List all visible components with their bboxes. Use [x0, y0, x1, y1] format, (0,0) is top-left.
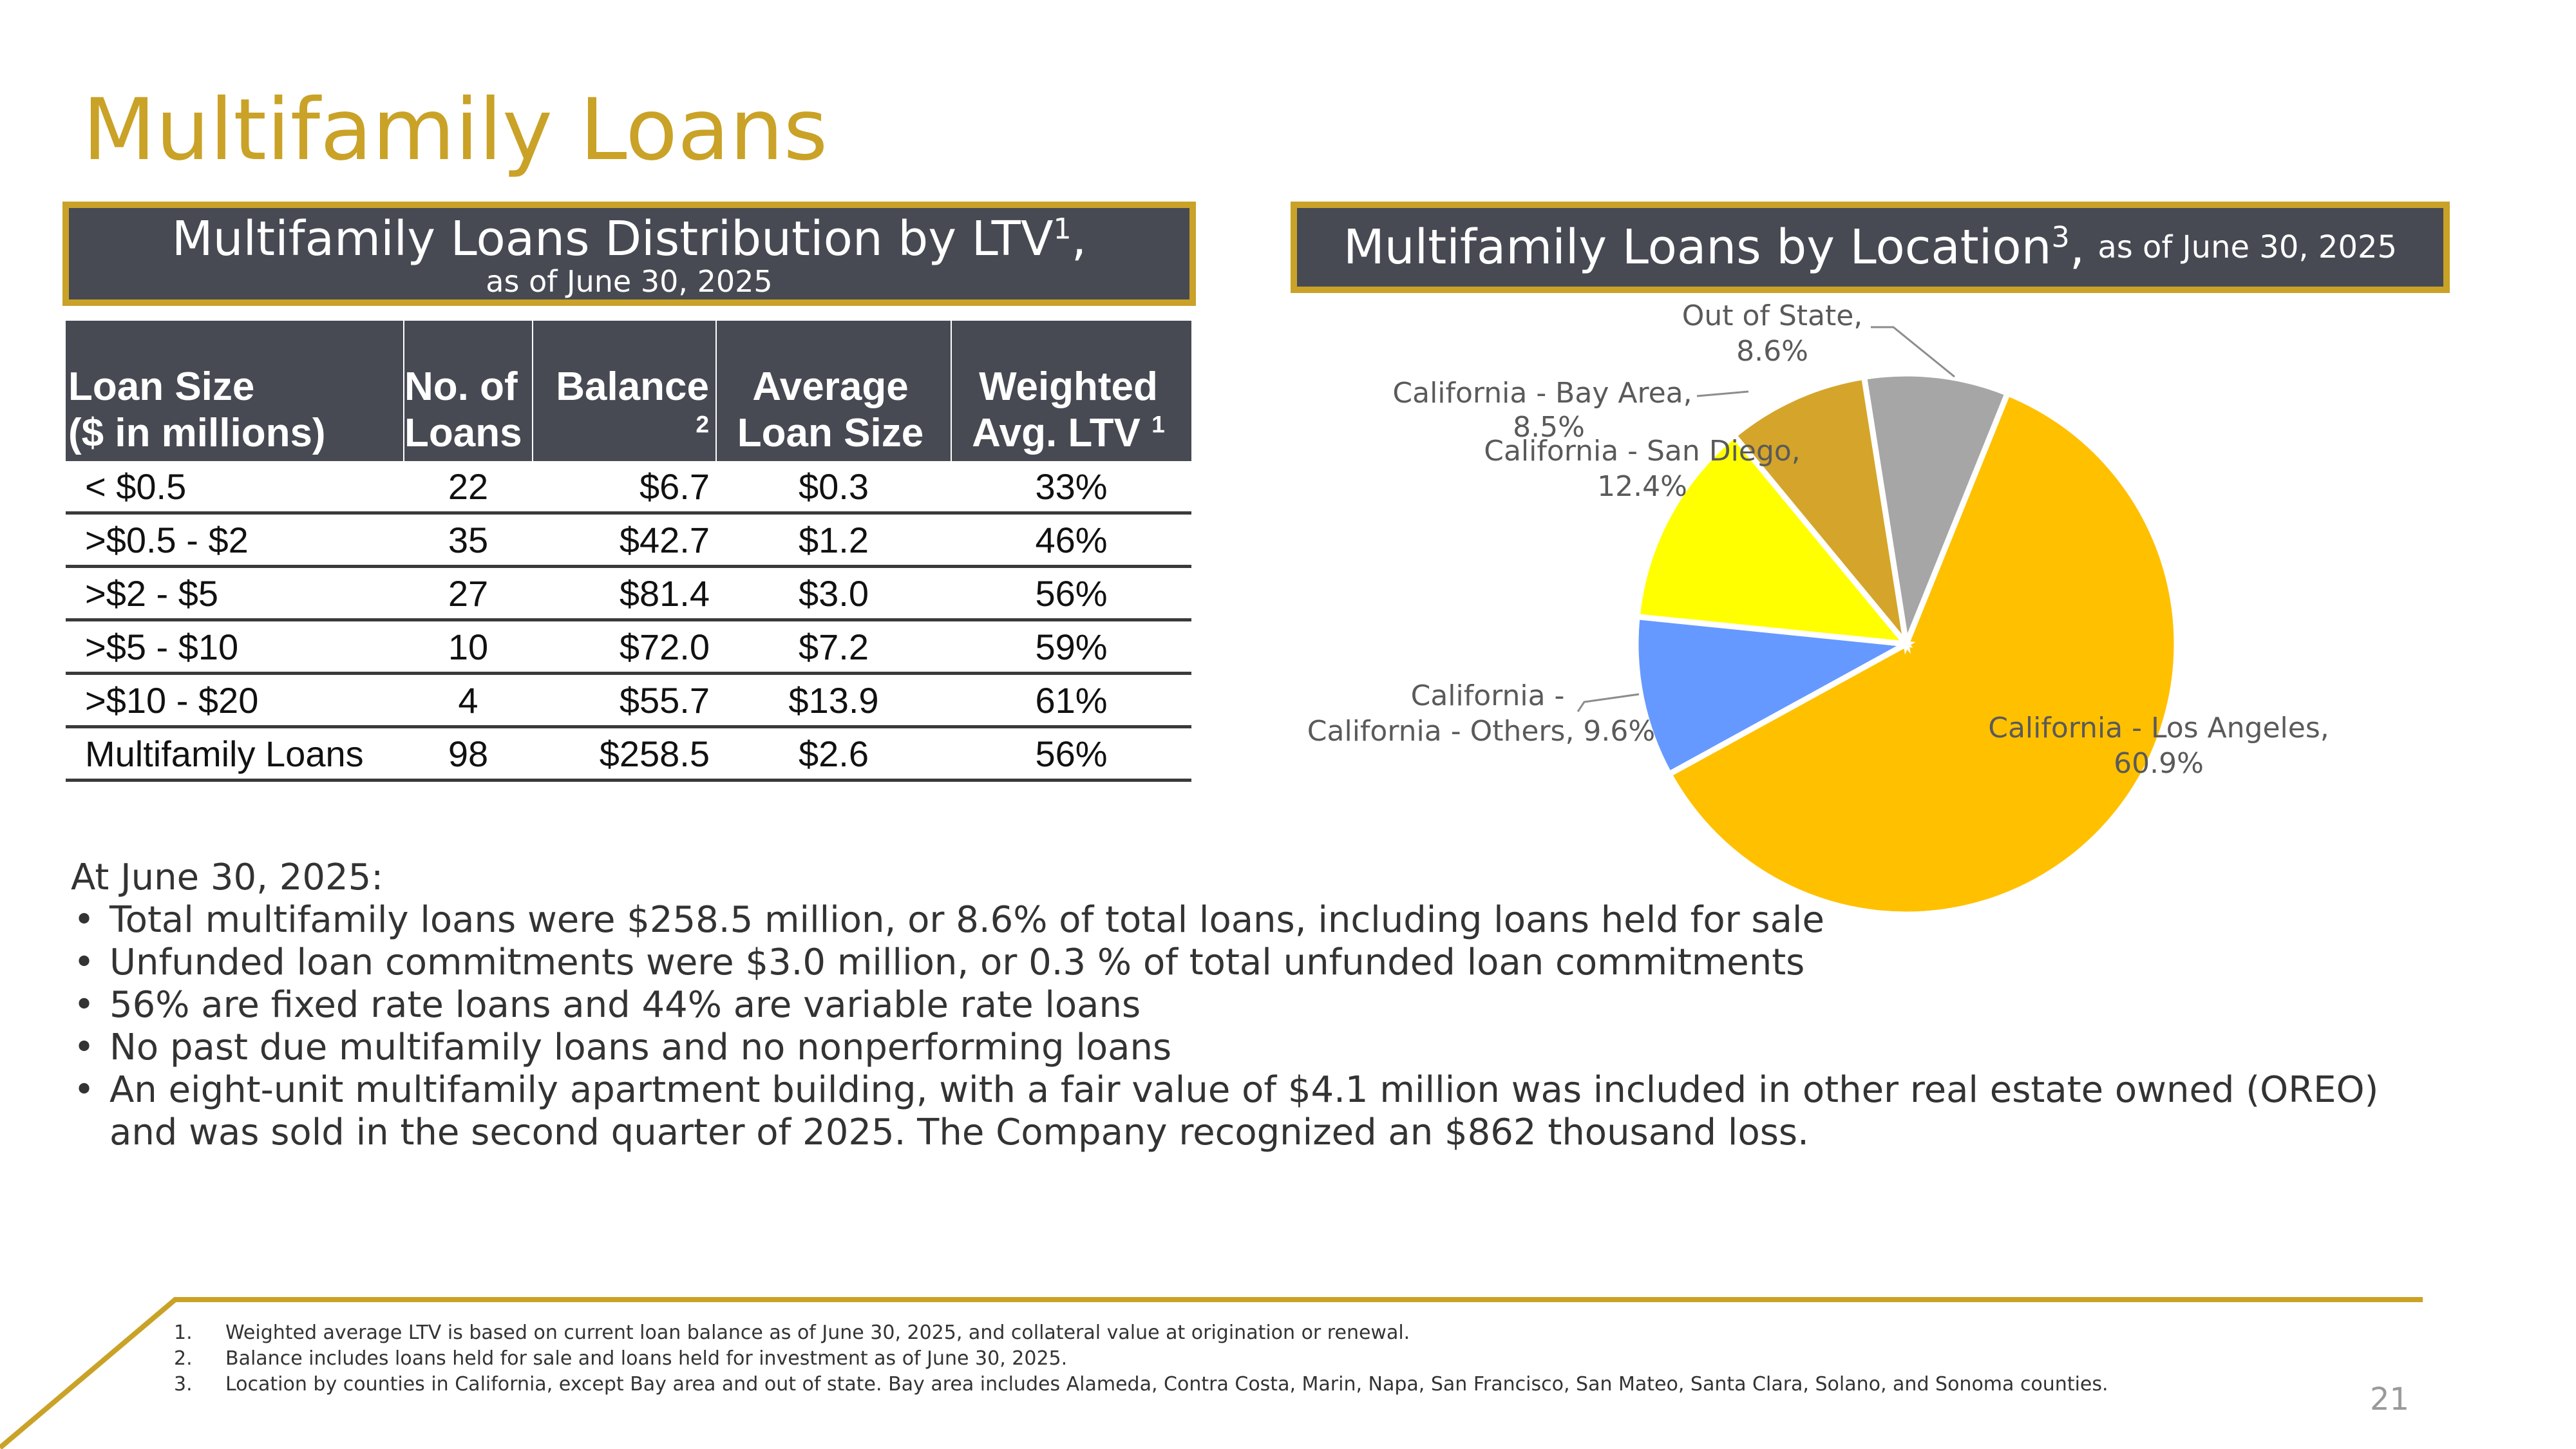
bullet-icon: •	[73, 984, 95, 1026]
location-pie-chart	[1288, 296, 2447, 940]
bullet-icon: •	[73, 899, 95, 941]
ltv-header-title-suffix: ,	[1071, 211, 1087, 267]
bullet-icon: •	[73, 1069, 95, 1111]
ltv-header-subtitle: as of June 30, 2025	[486, 264, 773, 299]
column-header-loan-size: Loan Size ($ in millions)	[66, 321, 404, 461]
location-header-footnote-mark: 3	[2051, 221, 2070, 254]
ltv-header-footnote-mark: 1	[1053, 213, 1072, 246]
summary-notes	[71, 857, 2454, 1154]
ltv-distribution-table	[66, 321, 1191, 782]
slice-label-bay-area: California - Bay Area,	[1392, 377, 1692, 410]
footnote: 3. Location by counties in California, except Bay area and out of state. Bay area includes Alameda, Contra Costa, Marin, Napa, San Francisco, San Mateo, Santa Clara, Solano, and Sonoma counties.	[174, 1373, 2108, 1396]
list-item: • No past due multifamily loans and no nonperforming loans	[73, 1027, 1172, 1068]
summary-intro: At June 30, 2025:	[71, 857, 384, 898]
cell-weighted-ltv: 33%	[951, 461, 1191, 513]
table-row	[66, 620, 1191, 674]
location-section-header	[1291, 202, 2450, 293]
cell-average-loan-size: $2.6	[716, 727, 951, 781]
slice-value-bay-area: 8.5%	[1513, 411, 1585, 444]
page-number: 21	[2370, 1381, 2410, 1417]
cell-loan-size: >$5 - $10	[66, 620, 404, 674]
table-total-row	[66, 727, 1191, 781]
cell-weighted-ltv: 56%	[951, 567, 1191, 620]
slice-label-san-diego: California - San Diego,	[1484, 435, 1801, 468]
cell-average-loan-size: $7.2	[716, 620, 951, 674]
column-header-balance: Balance $^2$	[533, 321, 716, 461]
column-header-average-loan-size: Average Loan Size	[716, 321, 951, 461]
location-header-subtitle: as of June 30, 2025	[2098, 229, 2398, 265]
slice-label-los-angeles: California - Los Angeles,	[1988, 712, 2329, 744]
location-header-title-suffix: ,	[2069, 220, 2085, 275]
slice-label-out-of-state: Out of State,	[1681, 299, 1863, 332]
cell-no-of-loans: 35	[404, 513, 533, 567]
list-item: • An eight-unit multifamily apartment building, with a fair value of $4.1 million was included in other real estate owned (OREO) and was sold in the second quarter of 2025. The Company recognized an $862 thousand loss.	[73, 1069, 2379, 1153]
cell-no-of-loans: 22	[404, 461, 533, 513]
slice-value-out-of-state: 8.6%	[1736, 335, 1808, 368]
cell-balance: $258.5	[533, 727, 716, 781]
page-title: Multifamily Loans	[82, 80, 828, 180]
table-row	[66, 674, 1191, 727]
cell-no-of-loans: 10	[404, 620, 533, 674]
cell-average-loan-size: $13.9	[716, 674, 951, 727]
cell-loan-size: >$0.5 - $2	[66, 513, 404, 567]
footnote: 1. Weighted average LTV is based on current loan balance as of June 30, 2025, and collateral value at origination or renewal.	[174, 1321, 1410, 1344]
cell-loan-size: >$2 - $5	[66, 567, 404, 620]
cell-weighted-ltv: 59%	[951, 620, 1191, 674]
cell-balance: $55.7	[533, 674, 716, 727]
bullet-icon: •	[73, 942, 95, 983]
slice-label-others: California - Others, 9.6%	[1307, 715, 1656, 748]
leader-line-others	[1578, 694, 1639, 712]
list-item: • Total multifamily loans were $258.5 million, or 8.6% of total loans, including loans held for sale	[73, 899, 1824, 941]
table-row	[66, 513, 1191, 567]
cell-loan-size: >$10 - $20	[66, 674, 404, 727]
cell-weighted-ltv: 61%	[951, 674, 1191, 727]
cell-balance: $42.7	[533, 513, 716, 567]
ltv-header-title: Multifamily Loans Distribution by LTV	[171, 211, 1054, 267]
bullet-icon: •	[73, 1027, 95, 1068]
leader-line-out-of-state	[1871, 327, 1955, 377]
cell-no-of-loans: 27	[404, 567, 533, 620]
cell-average-loan-size: $3.0	[716, 567, 951, 620]
slice-value-san-diego: 12.4%	[1597, 470, 1687, 503]
cell-average-loan-size: $0.3	[716, 461, 951, 513]
cell-balance: $81.4	[533, 567, 716, 620]
footnotes	[174, 1320, 2331, 1397]
list-item: • Unfunded loan commitments were $3.0 million, or 0.3 % of total unfunded loan commitments	[73, 942, 1805, 983]
cell-balance: $72.0	[533, 620, 716, 674]
column-header-no-of-loans: No. of Loans	[404, 321, 533, 461]
cell-weighted-ltv: 56%	[951, 727, 1191, 781]
table-header-row	[66, 321, 1191, 461]
cell-weighted-ltv: 46%	[951, 513, 1191, 567]
location-header-title: Multifamily Loans by Location	[1343, 220, 2052, 275]
table-row	[66, 567, 1191, 620]
footnote: 2. Balance includes loans held for sale and loans held for investment as of June 30, 2025.	[174, 1347, 1068, 1370]
cell-balance: $6.7	[533, 461, 716, 513]
list-item: • 56% are fixed rate loans and 44% are variable rate loans	[73, 984, 1141, 1026]
cell-no-of-loans: 4	[404, 674, 533, 727]
slice-value-los-angeles: 60.9%	[2114, 747, 2204, 780]
ltv-section-header	[62, 202, 1196, 306]
cell-average-loan-size: $1.2	[716, 513, 951, 567]
slice-label-others-line1: California -	[1410, 679, 1565, 712]
cell-loan-size: < $0.5	[66, 461, 404, 513]
table-row	[66, 461, 1191, 513]
column-header-weighted-avg-ltv: Weighted Avg. LTV $^1$	[951, 321, 1191, 461]
summary-bullet-list	[71, 899, 2454, 1154]
leader-line-bay-area	[1697, 392, 1748, 396]
cell-no-of-loans: 98	[404, 727, 533, 781]
cell-loan-size: Multifamily Loans	[66, 727, 404, 781]
